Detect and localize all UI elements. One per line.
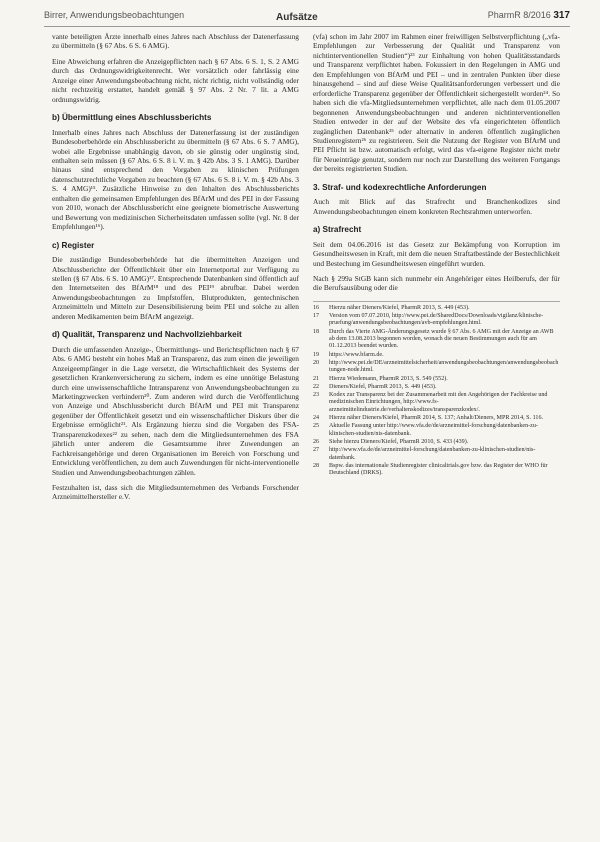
paragraph: Seit dem 04.06.2016 ist das Gesetz zur Bekämpfung von Korruption im Gesundheitswesen in Kraft, mit dem die neuen Straftatbestände der Bestechlichkeit und Bestechung im Gesundheitswesen eingeführt wurden. — [313, 239, 560, 268]
paragraph: vante beteiligten Ärzte innerhalb eines Jahres nach Abschluss der Datenerfassung zu übermitteln (§ 67 Abs. 6 S. 6 AMG). — [52, 32, 299, 51]
paragraph: Festzuhalten ist, dass sich die Mitgliedsunternehmen des Verbands Forschender Arzneimittelhersteller e.V. — [52, 483, 299, 502]
footnote — [313, 352, 560, 359]
footnote-number: 27 — [313, 447, 320, 454]
footnote-text: Version vom 07.07.2010, http://www.pei.de/SharedDocs/Downloads/vigilanz/klinische-pruefung/anwendungsbeobachtungen/avb-empfehlungen.html. — [329, 313, 544, 327]
paragraph: Durch die umfassenden Anzeige-, Übermittlungs- und Berichtspflichten nach § 67 Abs. 6 AMG besteht ein hohes Maß an Transparenz, das zum einen die jeweiligen Anzeigeempfänger in die Lage versetzt, die Wirtschaftlichkeit des Systems der gesetzlichen Krankenversicherung zu sichern, indem es eine unnötige Belastung durch eine unwissenschaftliche Intransparenz von Anwendungsbeobachtungen zu Marketingzwecken verhindern²⁰. Zum anderen wird durch die Veröffentlichung von Anzeige und Abschlussbericht durch BfArM und PEI mit Transparenz gegenüber der Öffentlichkeit gesetzt und ein wissenschaftlicher Diskurs über die Ergebnisse ermöglicht²¹. Als Ergänzung hierzu sind die Vorgaben des FSA-Transparenzkodexes²² zu sehen, nach dem die Mitgliedsunternehmen des FSA jährlich unter anderem die Gesamtsumme ihrer Zuwendungen an Fachkreisangehörige und deren Organisationen im Bereich von Forschung und Entwicklung veröffentlichen, zu dem auch Zuwendungen für nicht-interventionelle Studien und Anwendungsbeobachtungen zählen. — [52, 344, 299, 477]
footnote — [313, 376, 560, 383]
footnote-text: http://www.pei.de/DE/arzneimittelsicherheit/anwendungsbeobachtungen/anwendungsbeobachtungen-node.html. — [329, 359, 559, 374]
footnote-number: 22 — [313, 383, 320, 390]
footnote-number: 19 — [313, 351, 320, 358]
paragraph: Innerhalb eines Jahres nach Abschluss der Datenerfassung ist der zuständigen Bundesoberbehörde ein Abschlussbericht zu übermitteln (§ 67 Abs. 6 S. 7 AMG), wobei alle Ergebnisse unabhängig davon, ob sie günstig oder ungünstig sind, enthalten sein müssen (§ 67 Abs. 6 S. 8 i. V. m. § 42b Abs. 3 S. 1 AMG). Darüber hinaus sind entsprechend den Vorgaben zu klinischen Prüfungen datenschutzrechtliche Vorgaben zu beachten (§ 67 Abs. 6 S. 8 i. V. m. § 42b Abs. 3 S. 4 AMG)¹⁵. Zusätzliche Hinweise zu den Inhalten des Abschlussberichts enthalten die gemeinsamen Empfehlungen des BfArM und des PEI in der Fassung von 2010, wonach der Abschlussbericht eine geeignete biometrische Auswertung und Bewertung von medizinischen Sicherheitsdaten umfassen sollte (vgl. Nr. 8 der Empfehlungen¹⁶). — [52, 127, 299, 232]
footnote-text: Kodex zur Transparenz bei der Zusammenarbeit mit den Angehörigen der Fachkreise und medizinischen Einrichtungen, http://www.fs-arzneimittelindustrie.de/verhaltenskodizes/transparenzkodex/. — [329, 392, 548, 413]
footnote-text: Hierzu näher Dieners/Kiefel, PharmR 2014, S. 137; Anhalt/Dieners, MPR 2014, S. 116. — [329, 415, 544, 422]
footnote-number: 17 — [313, 313, 320, 320]
header-rule — [44, 26, 570, 27]
footnote-text: Aktuelle Fassung unter http://www.vfa.de/de/arzneimittel-forschung/datenbanken-zu-klinischen-studien/nis-datenbank. — [329, 423, 538, 437]
paragraph: Die zuständige Bundesoberbehörde hat die übermittelten Anzeigen und Abschlussberichte der Öffentlichkeit über ein Internetportal zur Verfügung zu stellen (§ 67 Abs. 6 S. 10 AMG)¹⁷. Entsprechende Datenbanken sind öffentlich auf den Internetseiten des BfArM¹⁸ und des PEI¹⁹ abrufbar. Dabei werden Anwendungsbeobachtungen zu Impfstoffen, Blutprodukten, gentechnischen Arzneimitteln und Mitteln zur Desensibilisierung beim PEI und solche zu allen anderen Medikamenten beim BfArM angezeigt. — [52, 255, 299, 321]
footnote — [313, 447, 560, 462]
footnote-text: https://www.bfarm.de. — [329, 351, 384, 358]
section-heading: 3. Straf- und kodexrechtliche Anforderungen — [313, 182, 487, 192]
paragraph: Eine Abweichung erfahren die Anzeigepflichten nach § 67 Abs. 6 S. 1, S. 2 AMG durch das Ordnungswidrigkeitenrecht. Wer vorsätzlich oder fahrlässig eine Anzeige einer Anwendungsbeobachtung nicht, nicht richtig, nicht vollständig oder nicht rechtzeitig erstattet, handelt gemäß § 97 Abs. 2 Nr. 7 lit. a AMG ordnungswidrig. — [52, 56, 299, 104]
page-number: 317 — [553, 10, 570, 21]
footnote-text: Hierzu Wiedemann, PharmR 2013, S. 549 (552). — [329, 375, 448, 382]
left-column — [52, 32, 299, 508]
footnote-number: 23 — [313, 392, 320, 399]
footnote-number: 26 — [313, 438, 320, 445]
footnote — [313, 384, 560, 391]
running-header — [44, 4, 570, 24]
right-column — [313, 32, 560, 478]
paragraph: (vfa) schon im Jahr 2007 im Rahmen einer freiwilligen Selbstverpflichtung („vfa-Empfehlungen zur Verbesserung der Qualität und Transparenz von nichtinterventionellen Studien“)²³ zur Einhaltung von hohen Qualitätsstandards und Transparenz verpflichtet haben. Fokussiert in den Regelungen in AMG und den Empfehlungen von BfArM und PEI – und in zentralen Punkten über diese hinausgehend – sind auf diese Weise Qualitätsanforderungen verbessert und die erforderliche Transparenz gegenüber der Öffentlichkeit sichergestellt worden²⁴. So haben sich die vfa-Mitgliedsunternehmen verpflichtet, alle nach dem 01.05.2007 begonnenen Anwendungsbeobachtungen und anderen nichtinterventionellen Studien entweder in der auf der Website des vfa eingerichteten öffentlich zugänglichen Datenbank²⁵ oder alternativ in anderen öffentlich zugänglichen Studienregistern²⁶ zu registrieren. Seit die Nutzung der Register von BfArM und PEI Pflicht ist bzw. automatisch erfolgt, wird das vfa-eigene Register nicht mehr für Neueinträge genutzt, sondern nur noch zur Darstellung des weiteren Fortgangs der bereits registrierten Studien. — [313, 32, 560, 174]
footnote-number: 25 — [313, 423, 320, 430]
footnote — [313, 313, 560, 328]
footnote — [313, 329, 560, 351]
footnote-number: 28 — [313, 462, 320, 469]
section-heading: b) Übermittlung eines Abschlussberichts — [52, 113, 212, 123]
header-section: Aufsätze — [276, 12, 318, 23]
footnote-number: 16 — [313, 304, 320, 311]
footnote-number: 24 — [313, 415, 320, 422]
footnote — [313, 415, 560, 422]
footnote — [313, 439, 560, 446]
section-heading: a) Strafrecht — [313, 225, 362, 235]
footnote — [313, 423, 560, 438]
footnote-number: 20 — [313, 359, 320, 366]
footnote — [313, 360, 560, 375]
footnote-number: 18 — [313, 328, 320, 335]
header-journal — [488, 10, 570, 21]
journal-issue: PharmR 8/2016 — [487, 10, 551, 20]
footnote-text: Bspw. das internationale Studienregister clinicaltrials.gov bzw. das Register der WHO für Deutschland (DRKS). — [329, 462, 548, 477]
paragraph: Auch mit Blick auf das Strafrecht und Branchenkodizes sind Anwendungsbeobachtungen einem konkreten Rechtsrahmen unterworfen. — [313, 197, 560, 216]
footnote-text: Siehe hierzu Dieners/Kiefel, PharmR 2010, S. 433 (439). — [329, 438, 469, 445]
paragraph: Nach § 299a StGB kann sich nunmehr ein Angehöriger eines Heilberufs, der für die Berufsausübung oder die — [313, 273, 560, 293]
footnotes — [313, 301, 560, 478]
footnote-number: 21 — [313, 375, 320, 382]
footnote-text: Hierzu näher Dieners/Kiefel, PharmR 2013, S. 449 (453). — [329, 304, 470, 311]
footnote — [313, 392, 560, 414]
header-author: Birrer, Anwendungsbeobachtungen — [44, 10, 185, 20]
section-heading: c) Register — [52, 240, 95, 250]
section-heading: d) Qualität, Transparenz und Nachvollziehbarkeit — [52, 330, 242, 340]
footnote-text: http://www.vfa.de/de/arzneimittel-forschung/datenbanken-zu-klinischen-studien/nis-datenbank. — [329, 447, 536, 461]
footnote — [313, 305, 560, 312]
footnote-text: Durch das Vierte AMG-Änderungsgesetz wurde § 67 Abs. 6 AMG mit der Anzeige an AWB ab dem 13.08.2013 begonnen worden, wonach die neuen Bestimmungen auch für am 01.12.2013 beendet wurden. — [329, 328, 554, 350]
footnote — [313, 463, 560, 478]
footnote-text: Dieners/Kiefel, PharmR 2013, S. 449 (453). — [329, 383, 437, 390]
